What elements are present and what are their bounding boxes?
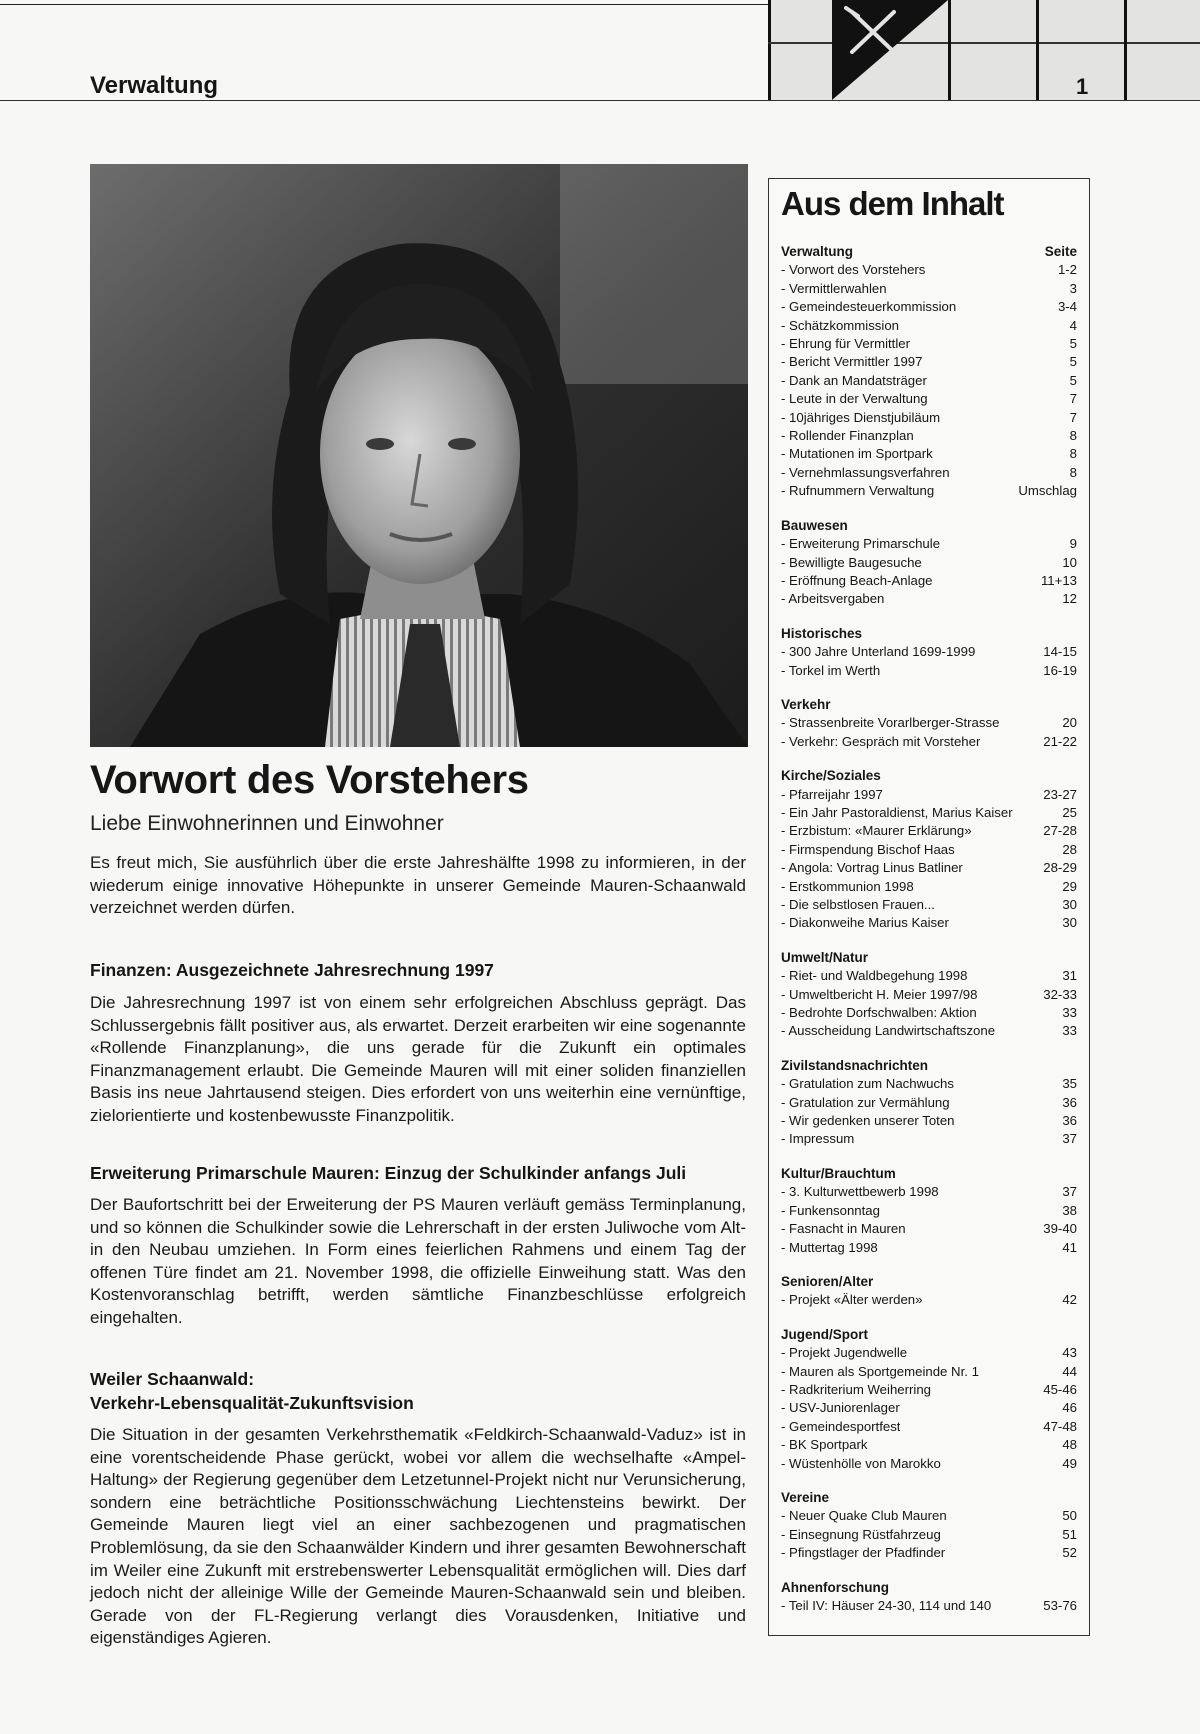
- toc-entry-page: 11+13: [1040, 572, 1077, 588]
- toc-entry-page: 27-28: [1043, 823, 1077, 839]
- toc-entry-title: - Wüstenhölle von Marokko: [781, 1455, 941, 1471]
- toc-entry[interactable]: [781, 1399, 1077, 1417]
- section-heading-schaanwald: [90, 1367, 414, 1415]
- toc-entry-title: - Gemeindesportfest: [781, 1418, 901, 1434]
- toc-entry-page: 50: [1062, 1508, 1077, 1524]
- toc-entry-page: 5: [1069, 372, 1077, 388]
- toc-group-heading: [781, 1326, 1077, 1344]
- toc-entry[interactable]: [781, 1455, 1077, 1473]
- toc-group: [781, 1326, 1077, 1473]
- toc-entry[interactable]: [781, 896, 1077, 914]
- toc-entry-page: 36: [1062, 1094, 1077, 1110]
- toc-entry[interactable]: [781, 662, 1077, 680]
- toc-entry-page: 5: [1069, 336, 1077, 352]
- toc-entry-page: 14-15: [1043, 644, 1077, 660]
- toc-entry-page: 42: [1062, 1292, 1077, 1308]
- toc-group-heading: [781, 1579, 1077, 1597]
- toc-entry-page: 12: [1062, 591, 1077, 607]
- toc-group-heading: [781, 517, 1077, 535]
- toc-entry-title: - Torkel im Werth: [781, 662, 881, 678]
- toc-entry-title: - Pfarreijahr 1997: [781, 786, 883, 802]
- toc-group-heading: [781, 1057, 1077, 1075]
- toc-entry[interactable]: [781, 804, 1077, 822]
- toc-entry[interactable]: [781, 554, 1077, 572]
- toc-entry[interactable]: [781, 353, 1077, 371]
- toc-entry-title: - Rufnummern Verwaltung: [781, 483, 935, 499]
- toc-entry[interactable]: [781, 1526, 1077, 1544]
- toc-entry-page: 45-46: [1043, 1381, 1077, 1397]
- toc-title: Aus dem Inhalt: [781, 185, 1004, 222]
- toc-entry[interactable]: [781, 1075, 1077, 1093]
- toc-entry-title: - Erzbistum: «Maurer Erklärung»: [781, 823, 972, 839]
- toc-entry-title: - Ein Jahr Pastoraldienst, Marius Kaiser: [781, 804, 1013, 820]
- header-bottom-rule: [0, 100, 1200, 101]
- toc-entry[interactable]: [781, 986, 1077, 1004]
- toc-entry-title: - Muttertag 1998: [781, 1239, 878, 1255]
- toc-entry-page: 30: [1062, 915, 1077, 931]
- toc-entry-title: - Ehrung für Vermittler: [781, 336, 910, 352]
- toc-group-name: Ahnenforschung: [781, 1579, 889, 1595]
- toc-entry[interactable]: [781, 572, 1077, 590]
- toc-entry-title: - Mauren als Sportgemeinde Nr. 1: [781, 1363, 979, 1379]
- toc-entry-title: - Radkriterium Weiherring: [781, 1381, 931, 1397]
- toc-entry-page: 28-29: [1043, 860, 1077, 876]
- toc-entry-page: 21-22: [1043, 733, 1077, 749]
- heading-line: Weiler Schaanwald:: [90, 1369, 255, 1389]
- toc-entry-page: Umschlag: [1018, 483, 1077, 499]
- toc-page-column-header: Seite: [1044, 244, 1077, 259]
- toc-entry-title: - Dank an Mandatsträger: [781, 372, 927, 388]
- section-body-primarschule: Der Baufortschritt bei der Erweiterung der PS Mauren verläuft gemäss Terminplanung, und so können die Schulkinder sowie die Lehrerschaft in der ersten Juliwoche vom Alt- in den Neubau umziehen. In Form eines feierlichen Rahmens und einem Tag der offenen Türe findet am 21. November 1998, die offizielle Einweihung statt. Was den Kostenvoranschlag betrifft, werden sämtliche Finanzbeschlüsse erfolgreich eingehalten.: [90, 1195, 746, 1327]
- toc-entry[interactable]: [781, 1597, 1077, 1615]
- toc-entry-page: 48: [1062, 1437, 1077, 1453]
- toc-entry-title: - Gratulation zur Vermählung: [781, 1094, 950, 1110]
- toc-entry[interactable]: [781, 335, 1077, 353]
- toc-entry-title: - 10jähriges Dienstjubiläum: [781, 409, 941, 425]
- toc-entry-page: 7: [1069, 391, 1077, 407]
- toc-entry-page: 36: [1062, 1113, 1077, 1129]
- toc-entry-page: 5: [1069, 354, 1077, 370]
- toc-group-name: Vereine: [781, 1489, 830, 1505]
- toc-entry-title: - Mutationen im Sportpark: [781, 446, 933, 462]
- strip-divider: [1124, 0, 1127, 100]
- toc-entry[interactable]: [781, 714, 1077, 732]
- toc-entry[interactable]: [781, 878, 1077, 896]
- strip-divider: [768, 0, 771, 100]
- toc-entry-page: 28: [1062, 841, 1077, 857]
- toc-entry-page: 3: [1069, 280, 1077, 296]
- toc-group: [781, 767, 1077, 933]
- toc-entry[interactable]: [781, 409, 1077, 427]
- toc-entry[interactable]: [781, 1094, 1077, 1112]
- toc-group-name: Umwelt/Natur: [781, 949, 869, 965]
- toc-entry-title: - USV-Juniorenlager: [781, 1400, 900, 1416]
- toc-entry-page: 31: [1062, 968, 1077, 984]
- toc-entry-title: - 3. Kulturwettbewerb 1998: [781, 1184, 939, 1200]
- toc-list: [781, 243, 1077, 1631]
- toc-entry[interactable]: [781, 1130, 1077, 1148]
- toc-group-heading: [781, 625, 1077, 643]
- toc-group: [781, 1273, 1077, 1310]
- toc-entry[interactable]: [781, 590, 1077, 608]
- toc-group-heading: [781, 696, 1077, 714]
- toc-entry[interactable]: [781, 464, 1077, 482]
- header-top-rule: [0, 4, 770, 5]
- table-of-contents: [768, 178, 1090, 1636]
- article-title: Vorwort des Vorstehers: [90, 758, 529, 802]
- toc-entry[interactable]: [781, 1363, 1077, 1381]
- toc-entry-title: - Vorwort des Vorstehers: [781, 262, 926, 278]
- toc-entry[interactable]: [781, 643, 1077, 661]
- strip-divider: [1036, 0, 1039, 100]
- toc-entry-title: - Projekt Jugendwelle: [781, 1345, 908, 1361]
- toc-group-heading: [781, 1489, 1077, 1507]
- toc-entry-page: 8: [1069, 464, 1077, 480]
- portrait-photo: [90, 164, 748, 747]
- toc-entry-page: 47-48: [1043, 1418, 1077, 1434]
- toc-group-heading: [781, 767, 1077, 785]
- toc-entry-page: 51: [1062, 1526, 1077, 1542]
- toc-entry-title: - Vernehmlassungsverfahren: [781, 464, 950, 480]
- toc-entry[interactable]: [781, 427, 1077, 445]
- toc-entry-title: - Bericht Vermittler 1997: [781, 354, 923, 370]
- toc-entry-title: - Teil IV: Häuser 24-30, 114 und 140: [781, 1598, 992, 1613]
- toc-entry-title: - Fasnacht in Mauren: [781, 1221, 906, 1237]
- toc-entry-page: 33: [1062, 1023, 1077, 1039]
- toc-entry[interactable]: [781, 1112, 1077, 1130]
- toc-entry-page: 43: [1062, 1345, 1077, 1361]
- toc-group: [781, 625, 1077, 680]
- toc-entry[interactable]: [781, 1381, 1077, 1399]
- toc-group: [781, 243, 1077, 501]
- page-number: 1: [1076, 74, 1089, 99]
- crossed-tools-emblem-icon: [832, 0, 952, 100]
- toc-entry-title: - Einsegnung Rüstfahrzeug: [781, 1526, 941, 1542]
- toc-entry[interactable]: [781, 482, 1077, 500]
- toc-entry-page: 33: [1062, 1005, 1077, 1021]
- toc-entry-title: - Bewilligte Baugesuche: [781, 554, 922, 570]
- heading-line: Verkehr-Lebensqualität-Zukunftsvision: [90, 1393, 414, 1413]
- section-heading-primarschule: Erweiterung Primarschule Mauren: Einzug der Schulkinder anfangs Juli: [90, 1163, 687, 1183]
- toc-entry-page: 10: [1062, 554, 1077, 570]
- toc-entry-title: - Eröffnung Beach-Anlage: [781, 572, 933, 588]
- toc-entry[interactable]: [781, 1022, 1077, 1040]
- toc-entry[interactable]: [781, 1202, 1077, 1220]
- toc-group-name: Bauwesen: [781, 517, 848, 533]
- toc-entry-title: - Angola: Vortrag Linus Batliner: [781, 860, 963, 876]
- toc-entry-page: 1-2: [1057, 262, 1077, 278]
- article-subtitle: Liebe Einwohnerinnen und Einwohner: [90, 812, 444, 835]
- toc-entry-page: 44: [1062, 1363, 1077, 1379]
- toc-entry-title: - Gemeindesteuerkommission: [781, 299, 957, 315]
- toc-entry-page: 8: [1069, 446, 1077, 462]
- toc-entry-page: 3-4: [1057, 299, 1077, 315]
- toc-entry[interactable]: [781, 298, 1077, 316]
- toc-entry-title: - BK Sportpark: [781, 1437, 868, 1453]
- toc-entry-page: 4: [1069, 317, 1077, 333]
- toc-entry-title: - Bedrohte Dorfschwalben: Aktion: [781, 1005, 977, 1021]
- toc-entry[interactable]: [781, 1004, 1077, 1022]
- toc-entry-title: - Leute in der Verwaltung: [781, 391, 928, 407]
- toc-group-name: Historisches: [781, 625, 863, 641]
- toc-group-name: Jugend/Sport: [781, 1326, 868, 1342]
- toc-entry-page: 39-40: [1043, 1221, 1077, 1237]
- toc-entry-page: 49: [1062, 1455, 1077, 1471]
- toc-entry-title: - Erstkommunion 1998: [781, 878, 914, 894]
- toc-group: [781, 1165, 1077, 1257]
- intro-paragraph: Es freut mich, Sie ausführlich über die erste Jahreshälfte 1998 zu informieren, in der wiederum einige innovative Höhepunkte in unserer Gemeinde Mauren-Schaanwald verzeichnet werden dürfen.: [90, 853, 746, 918]
- toc-entry-page: 38: [1062, 1202, 1077, 1218]
- toc-group-name: Kultur/Brauchtum: [781, 1165, 896, 1181]
- toc-group: [781, 1579, 1077, 1616]
- toc-group-heading: [781, 949, 1077, 967]
- toc-entry[interactable]: [781, 1344, 1077, 1362]
- toc-entry[interactable]: [781, 1239, 1077, 1257]
- toc-entry[interactable]: [781, 372, 1077, 390]
- toc-group-name: Zivilstandsnachrichten: [781, 1057, 929, 1073]
- toc-group: [781, 1057, 1077, 1149]
- toc-entry[interactable]: [781, 535, 1077, 553]
- toc-group: [781, 517, 1077, 609]
- toc-entry-title: - Arbeitsvergaben: [781, 591, 885, 607]
- toc-group-heading: [781, 1273, 1077, 1291]
- toc-entry[interactable]: [781, 1183, 1077, 1201]
- toc-entry[interactable]: [781, 1418, 1077, 1436]
- toc-entry-title: - Pfingstlager der Pfadfinder: [781, 1545, 946, 1561]
- toc-entry-page: 20: [1062, 715, 1077, 731]
- toc-entry-page: 23-27: [1043, 786, 1077, 802]
- toc-entry-page: 37: [1062, 1184, 1077, 1200]
- toc-entry[interactable]: [781, 822, 1077, 840]
- toc-entry[interactable]: [781, 317, 1077, 335]
- toc-entry-title: - 300 Jahre Unterland 1699-1999: [781, 644, 976, 660]
- toc-entry-title: - Firmspendung Bischof Haas: [781, 841, 955, 857]
- toc-entry-page: 30: [1062, 897, 1077, 912]
- toc-entry-title: - Neuer Quake Club Mauren: [781, 1508, 947, 1524]
- toc-group: [781, 1489, 1077, 1563]
- toc-group-heading: [781, 243, 1077, 261]
- toc-entry[interactable]: [781, 841, 1077, 859]
- toc-entry-title: - Vermittlerwahlen: [781, 280, 887, 296]
- toc-entry[interactable]: [781, 390, 1077, 408]
- toc-entry-title: - Ausscheidung Landwirtschaftszone: [781, 1023, 996, 1039]
- toc-entry-title: - Verkehr: Gespräch mit Vorsteher: [781, 733, 981, 749]
- section-heading-finanzen: Finanzen: Ausgezeichnete Jahresrechnung 1997: [90, 960, 494, 980]
- toc-group-heading: [781, 1165, 1077, 1183]
- toc-entry[interactable]: [781, 1436, 1077, 1454]
- toc-entry-title: - Funkensonntag: [781, 1202, 880, 1218]
- toc-group-name: Verkehr: [781, 696, 831, 712]
- section-title: Verwaltung: [90, 72, 219, 99]
- toc-entry[interactable]: [781, 859, 1077, 877]
- toc-entry-page: 9: [1069, 536, 1077, 552]
- toc-entry-title: - Gratulation zum Nachwuchs: [781, 1076, 954, 1092]
- toc-entry-title: - Riet- und Waldbegehung 1998: [781, 968, 968, 984]
- toc-entry[interactable]: [781, 1291, 1077, 1309]
- toc-entry-title: - Umweltbericht H. Meier 1997/98: [781, 986, 978, 1002]
- toc-group-name: Verwaltung: [781, 244, 854, 259]
- toc-entry-title: - Projekt «Älter werden»: [781, 1292, 923, 1308]
- toc-entry[interactable]: [781, 1507, 1077, 1525]
- toc-entry-title: - Wir gedenken unserer Toten: [781, 1113, 955, 1129]
- toc-group: [781, 696, 1077, 751]
- toc-entry[interactable]: [781, 967, 1077, 985]
- toc-entry-title: - Strassenbreite Vorarlberger-Strasse: [781, 715, 1000, 731]
- toc-entry-page: 7: [1069, 409, 1077, 425]
- toc-group-name: Senioren/Alter: [781, 1273, 874, 1289]
- toc-entry-page: 53-76: [1043, 1598, 1077, 1613]
- section-body-finanzen: Die Jahresrechnung 1997 ist von einem sehr erfolgreichen Abschluss geprägt. Das Schlussergebnis fällt positiver aus, als erwartet. Derzeit erarbeiten wir eine sogenannte «Rollende Finanzplanung», die uns gerade für die Zukunft ein optimales Finanzmanagement erlaubt. Die Gemeinde Mauren will mit einer soliden finanziellen Basis ins neue Jahrtausend steigen. Dies erfordert von uns weiterhin eine vernünftige, zielorientierte und kostenbewusste Finanzpolitik.: [90, 993, 746, 1125]
- toc-entry-title: - Die selbstlosen Frauen...: [781, 897, 935, 912]
- toc-entry[interactable]: [781, 1544, 1077, 1562]
- toc-group-name: Kirche/Soziales: [781, 768, 881, 784]
- toc-entry-page: 41: [1062, 1239, 1077, 1255]
- toc-entry-page: 25: [1062, 804, 1077, 820]
- toc-entry[interactable]: [781, 1220, 1077, 1238]
- toc-entry-title: - Rollender Finanzplan: [781, 428, 914, 444]
- toc-entry-page: 16-19: [1043, 662, 1077, 678]
- toc-entry[interactable]: [781, 786, 1077, 804]
- toc-entry-page: 46: [1062, 1400, 1077, 1416]
- toc-entry-page: 29: [1062, 878, 1077, 894]
- toc-entry-page: 52: [1062, 1545, 1077, 1561]
- toc-entry-page: 35: [1062, 1076, 1077, 1092]
- toc-entry[interactable]: [781, 733, 1077, 751]
- toc-entry[interactable]: [781, 280, 1077, 298]
- toc-entry-page: 32-33: [1043, 986, 1077, 1002]
- toc-entry-title: - Schätzkommission: [781, 317, 899, 333]
- toc-entry-title: - Impressum: [781, 1131, 855, 1147]
- toc-entry-title: - Erweiterung Primarschule: [781, 536, 941, 552]
- toc-entry[interactable]: [781, 914, 1077, 932]
- toc-entry[interactable]: [781, 261, 1077, 279]
- toc-entry-page: 37: [1062, 1131, 1077, 1147]
- section-body-schaanwald: Die Situation in der gesamten Verkehrsthematik «Feldkirch-Schaanwald-Vaduz» ist in eine vorentscheidende Phase gerückt, wobei vor allem die wechselhafte «Ampel-Haltung» der Regierung gegenüber dem Letzetunnel-Projekt nicht nur Verunsicherung, sondern eine beträchtliche Positionsschwächung Liechtensteins bewirkt. Der Gemeinde Mauren liegt viel an einer sachbezogenen und pragmatischen Problemlösung, da sie den Schaanwälder Kindern und ihrer gesamten Bewohnerschaft im Weiler eine Zukunft mit erstrebenswerter Lebensqualität ermöglichen will. Dies darf jedoch nicht der alleinige Wille der Gemeinde Mauren-Schaanwald sein und bleiben. Gerade von der FL-Regierung verlangt dies Vorausdenken, Initiative und eigenständiges Agieren.: [90, 1425, 746, 1648]
- toc-entry-page: 8: [1069, 428, 1077, 444]
- toc-entry[interactable]: [781, 445, 1077, 463]
- toc-entry-title: - Diakonweihe Marius Kaiser: [781, 915, 949, 931]
- toc-group: [781, 949, 1077, 1041]
